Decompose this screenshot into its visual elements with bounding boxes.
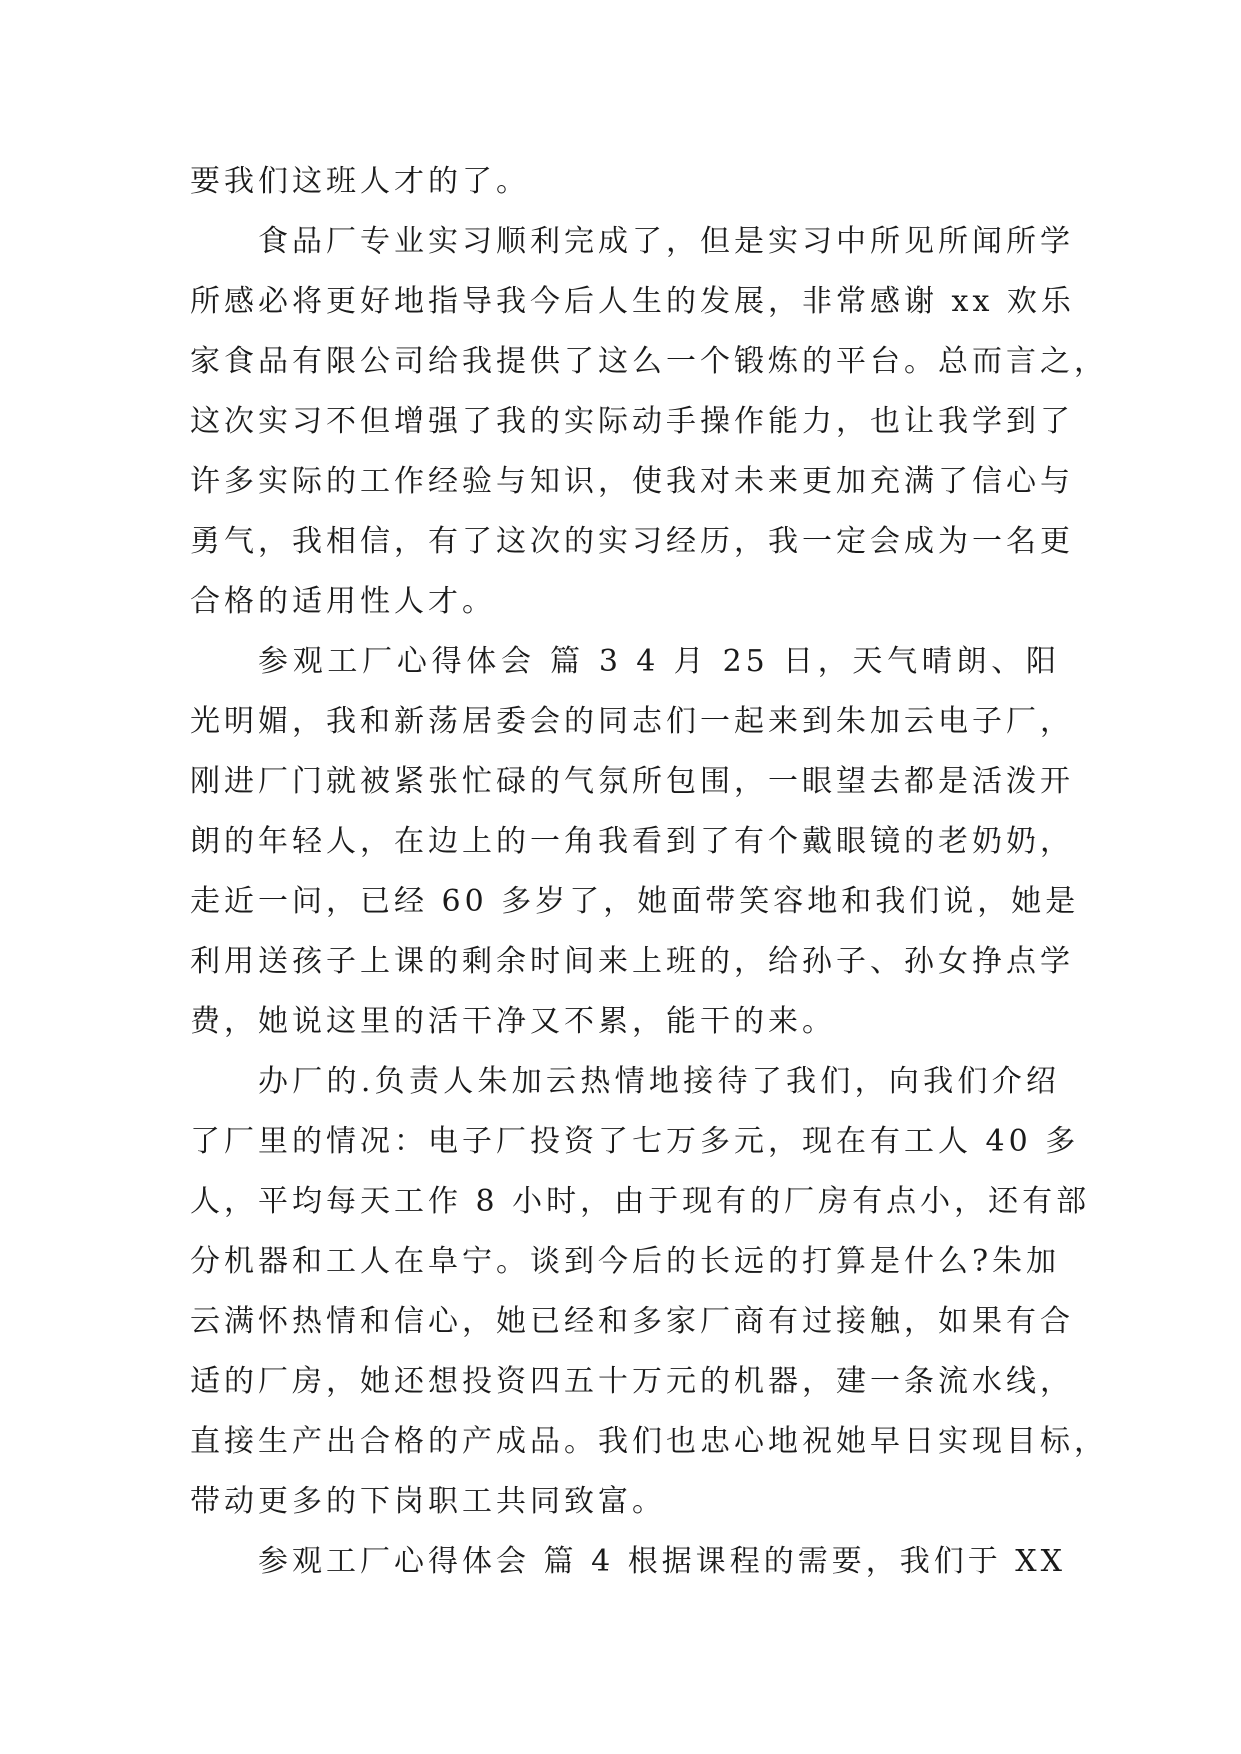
text-line: 走近一问，已经 60 多岁了，她面带笑容地和我们说，她是 [190,884,1080,919]
text-line: 朗的年轻人，在边上的一角我看到了有个戴眼镜的老奶奶， [190,824,1074,859]
text-line: 刚进厂门就被紧张忙碌的气氛所包围，一眼望去都是活泼开 [190,764,1074,799]
text-line: 适的厂房，她还想投资四五十万元的机器，建一条流水线， [190,1364,1074,1399]
text-line: 带动更多的下岗职工共同致富。 [190,1484,666,1519]
text-line: 食品厂专业实习顺利完成了，但是实习中所见所闻所学 [258,224,1074,259]
text-line: 家食品有限公司给我提供了这么一个锻炼的平台。总而言之， [190,344,1108,379]
text-line: 许多实际的工作经验与知识，使我对未来更加充满了信心与 [190,464,1074,499]
text-line: 了厂里的情况：电子厂投资了七万多元，现在有工人 40 多 [190,1124,1080,1159]
text-line: 参观工厂心得体会 篇 4 根据课程的需要，我们于 XX [258,1544,1066,1579]
body-text [190,152,1108,1592]
text-line: 办厂的.负责人朱加云热情地接待了我们，向我们介绍 [258,1064,1060,1099]
text-line: 光明媚，我和新荡居委会的同志们一起来到朱加云电子厂， [190,704,1074,739]
text-line: 合格的适用性人才。 [190,584,496,619]
text-line: 利用送孩子上课的剩余时间来上班的，给孙子、孙女挣点学 [190,944,1074,979]
text-line: 参观工厂心得体会 篇 3 4 月 25 日，天气晴朗、阳 [258,644,1060,679]
text-line: 这次实习不但增强了我的实际动手操作能力，也让我学到了 [190,404,1074,439]
text-line: 要我们这班人才的了。 [190,164,530,199]
text-line: 直接生产出合格的产成品。我们也忠心地祝她早日实现目标， [190,1424,1108,1459]
text-line: 分机器和工人在阜宁。谈到今后的长远的打算是什么?朱加 [190,1244,1061,1279]
text-line: 勇气，我相信，有了这次的实习经历，我一定会成为一名更 [190,524,1074,559]
text-line: 人，平均每天工作 8 小时，由于现有的厂房有点小，还有部 [190,1184,1091,1219]
text-line: 云满怀热情和信心，她已经和多家厂商有过接触，如果有合 [190,1304,1074,1339]
text-line: 费，她说这里的活干净又不累，能干的来。 [190,1004,836,1039]
text-line: 所感必将更好地指导我今后人生的发展，非常感谢 xx 欢乐 [190,284,1075,319]
